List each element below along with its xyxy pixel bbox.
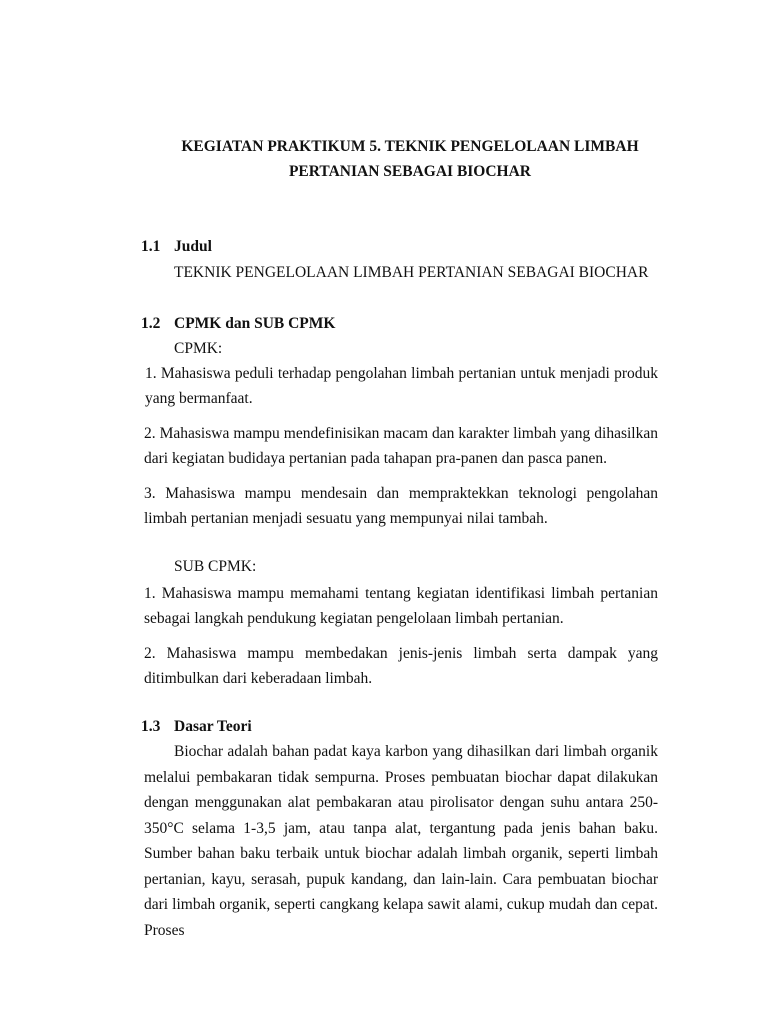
section-1-1-content: TEKNIK PENGELOLAAN LIMBAH PERTANIAN SEBAGAI BIOCHAR (174, 264, 649, 281)
sub-cpmk-item-2: 2. Mahasiswa mampu membedakan jenis-jenis limbah serta dampak yang ditimbulkan dari keberadaan limbah. (144, 645, 658, 687)
section-1-1-number: 1.1 (141, 238, 161, 255)
sub-cpmk-item-1: 1. Mahasiswa mampu memahami tentang kegiatan identifikasi limbah pertanian sebagai langkah pendukung kegiatan pengelolaan limbah pertanian. (144, 585, 658, 627)
section-1-2-number: 1.2 (141, 315, 161, 332)
section-1-3-number: 1.3 (141, 718, 161, 735)
document-title-line-2: PERTANIAN SEBAGAI BIOCHAR (288, 163, 532, 180)
theory-paragraph: Biochar adalah bahan padat kaya karbon yang dihasilkan dari limbah organik melalui pembakaran tidak sempurna. Proses pembuatan biochar dapat dilakukan dengan menggunakan alat pembakaran atau pirolisator dengan suhu antara 250-350°C selama 1-3,5 jam, atau tanpa alat, tergantung pada jenis bahan baku. Sumber bahan baku terbaik untuk biochar adalah limbah organik, seperti limbah pertanian, kayu, serasah, pupuk kandang, dan lain-lain. Cara pembuatan biochar dari limbah organik, seperti cangkang kelapa sawit alami, cukup mudah dan cepat. Proses (144, 743, 658, 939)
cpmk-item-2: 2. Mahasiswa mampu mendefinisikan macam dan karakter limbah yang dihasilkan dari kegiatan budidaya pertanian pada tahapan pra-panen dan pasca panen. (144, 425, 658, 467)
sub-cpmk-label: SUB CPMK: (174, 558, 257, 575)
cpmk-item-1: 1. Mahasiswa peduli terhadap pengolahan limbah pertanian untuk menjadi produk yang bermanfaat. (145, 365, 658, 407)
section-1-3-heading: Dasar Teori (174, 718, 252, 735)
section-1-2-heading: CPMK dan SUB CPMK (174, 315, 336, 332)
section-1-1-heading: Judul (174, 238, 212, 255)
document-title-line-1: KEGIATAN PRAKTIKUM 5. TEKNIK PENGELOLAAN LIMBAH (181, 138, 639, 155)
cpmk-label: CPMK: (174, 340, 223, 357)
cpmk-item-3: 3. Mahasiswa mampu mendesain dan mempraktekkan teknologi pengolahan limbah pertanian menjadi sesuatu yang mempunyai nilai tambah. (144, 485, 658, 527)
